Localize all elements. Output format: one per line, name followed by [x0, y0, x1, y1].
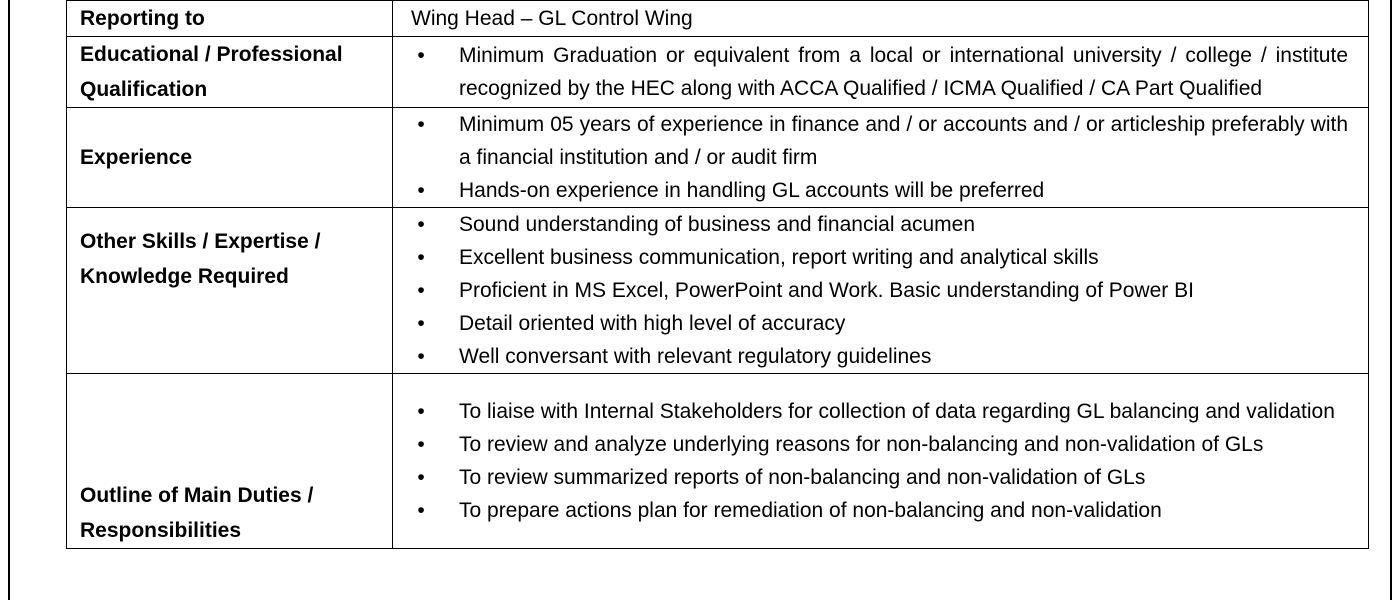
bullet-text: Hands-on experience in handling GL accounts will be preferred [459, 179, 1045, 202]
table-row [67, 208, 1369, 374]
table-row [67, 108, 1369, 208]
bullet-text: To review and analyze underlying reasons for non-balancing and non-validation of GLs [459, 433, 1264, 456]
bullet-text: To prepare actions plan for remediation of non-balancing and non-validation [459, 499, 1162, 522]
list-item [393, 428, 1348, 461]
row-value-other-skills [393, 208, 1369, 374]
bullet-icon: • [417, 279, 425, 302]
bullet-icon: • [417, 246, 425, 269]
row-label-reporting-to: Reporting to [67, 1, 393, 37]
list-item [393, 307, 1348, 340]
row-label-qualification: Educational / Professional Qualification [67, 37, 393, 108]
bullet-text: To liaise with Internal Stakeholders for collection of data regarding GL balancing and validation [459, 400, 1335, 423]
row-value-main-duties [393, 374, 1369, 549]
bullet-icon: • [417, 499, 425, 522]
bullet-icon: • [417, 400, 425, 423]
list-item [393, 461, 1348, 494]
table-row [67, 37, 1369, 108]
bullet-icon: • [417, 213, 425, 236]
bullet-icon: • [417, 44, 425, 67]
bullet-icon: • [417, 466, 425, 489]
job-description-table [66, 0, 1369, 549]
list-item [393, 174, 1348, 207]
list-item [393, 494, 1348, 527]
row-value-qualification [393, 37, 1369, 108]
row-label-experience: Experience [67, 108, 393, 208]
reporting-to-text: Wing Head – GL Control Wing [411, 7, 693, 30]
page-border-left [8, 0, 10, 600]
bullet-text: To review summarized reports of non-balancing and non-validation of GLs [459, 466, 1146, 489]
bullet-text: Excellent business communication, report writing and analytical skills [459, 246, 1099, 269]
list-item [393, 395, 1348, 428]
row-label-other-skills: Other Skills / Expertise / Knowledge Required [67, 208, 393, 374]
bullet-icon: • [417, 179, 425, 202]
list-item [393, 340, 1348, 373]
bullet-icon: • [417, 345, 425, 368]
bullet-text: Detail oriented with high level of accuracy [459, 312, 846, 335]
bullet-text: Minimum 05 years of experience in finance and / or accounts and / or articleship preferably with a financial institution and / or audit firm [459, 113, 1348, 169]
table-row [67, 1, 1369, 37]
bullet-text: Minimum Graduation or equivalent from a local or international university / college / institute recognized by the HEC along with ACCA Qualified / ICMA Qualified / CA Part Qualified [459, 44, 1348, 100]
row-value-reporting-to [393, 1, 1369, 37]
bullet-text: Sound understanding of business and financial acumen [459, 213, 976, 236]
table-row [67, 374, 1369, 549]
bullet-text: Well conversant with relevant regulatory guidelines [459, 345, 932, 368]
row-value-experience [393, 108, 1369, 208]
bullet-icon: • [417, 433, 425, 456]
bullet-icon: • [417, 113, 425, 136]
list-item [393, 241, 1348, 274]
list-item [393, 39, 1348, 105]
list-item [393, 108, 1348, 174]
list-item [393, 274, 1348, 307]
list-item [393, 208, 1348, 241]
bullet-text: Proficient in MS Excel, PowerPoint and Work. Basic understanding of Power BI [459, 279, 1194, 302]
bullet-icon: • [417, 312, 425, 335]
page-border-right [1390, 0, 1392, 600]
row-label-main-duties: Outline of Main Duties / Responsibilities [67, 374, 393, 549]
